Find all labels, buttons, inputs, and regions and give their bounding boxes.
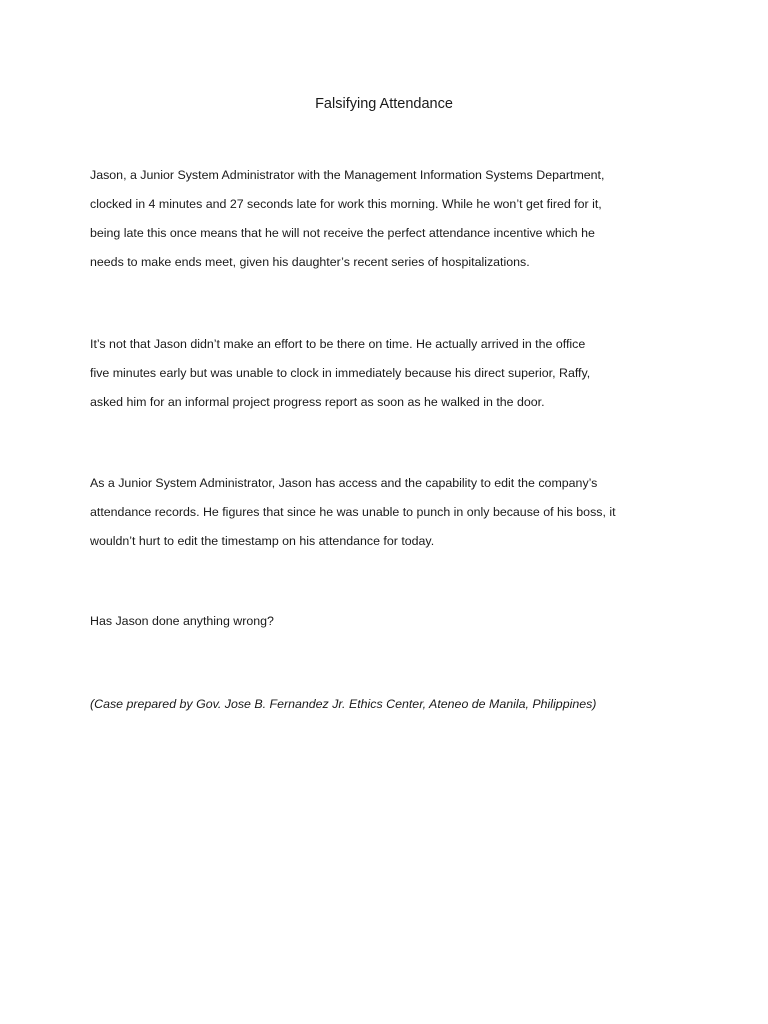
- paragraph-line: clocked in 4 minutes and 27 seconds late for work this morning. While he won’t get fired for it,: [90, 197, 602, 211]
- paragraph-line: (Case prepared by Gov. Jose B. Fernandez Jr. Ethics Center, Ateneo de Manila, Philippines): [90, 697, 597, 711]
- paragraph-line: asked him for an informal project progress report as soon as he walked in the door.: [90, 395, 545, 409]
- paragraph-line: being late this once means that he will not receive the perfect attendance incentive which he: [90, 226, 595, 240]
- paragraph-line: As a Junior System Administrator, Jason has access and the capability to edit the company’s: [90, 476, 598, 490]
- paragraph-line: attendance records. He figures that since he was unable to punch in only because of his boss, it: [90, 505, 616, 519]
- document-title: Falsifying Attendance: [315, 96, 453, 112]
- paragraph-case-dilemma: [90, 469, 690, 556]
- paragraph-line: five minutes early but was unable to clock in immediately because his direct superior, Raffy,: [90, 366, 591, 380]
- paragraph-line: wouldn’t hurt to edit the timestamp on his attendance for today.: [90, 534, 435, 548]
- paragraph-question: [90, 607, 690, 636]
- paragraph-line: needs to make ends meet, given his daughter’s recent series of hospitalizations.: [90, 255, 530, 269]
- paragraph-line: Has Jason done anything wrong?: [90, 614, 274, 628]
- paragraph-case-context: [90, 330, 690, 417]
- paragraph-case-intro: [90, 161, 690, 277]
- paragraph-attribution: [90, 690, 690, 719]
- paragraph-line: Jason, a Junior System Administrator with the Management Information Systems Department,: [90, 168, 605, 182]
- paragraph-line: It’s not that Jason didn’t make an effort to be there on time. He actually arrived in the office: [90, 337, 586, 351]
